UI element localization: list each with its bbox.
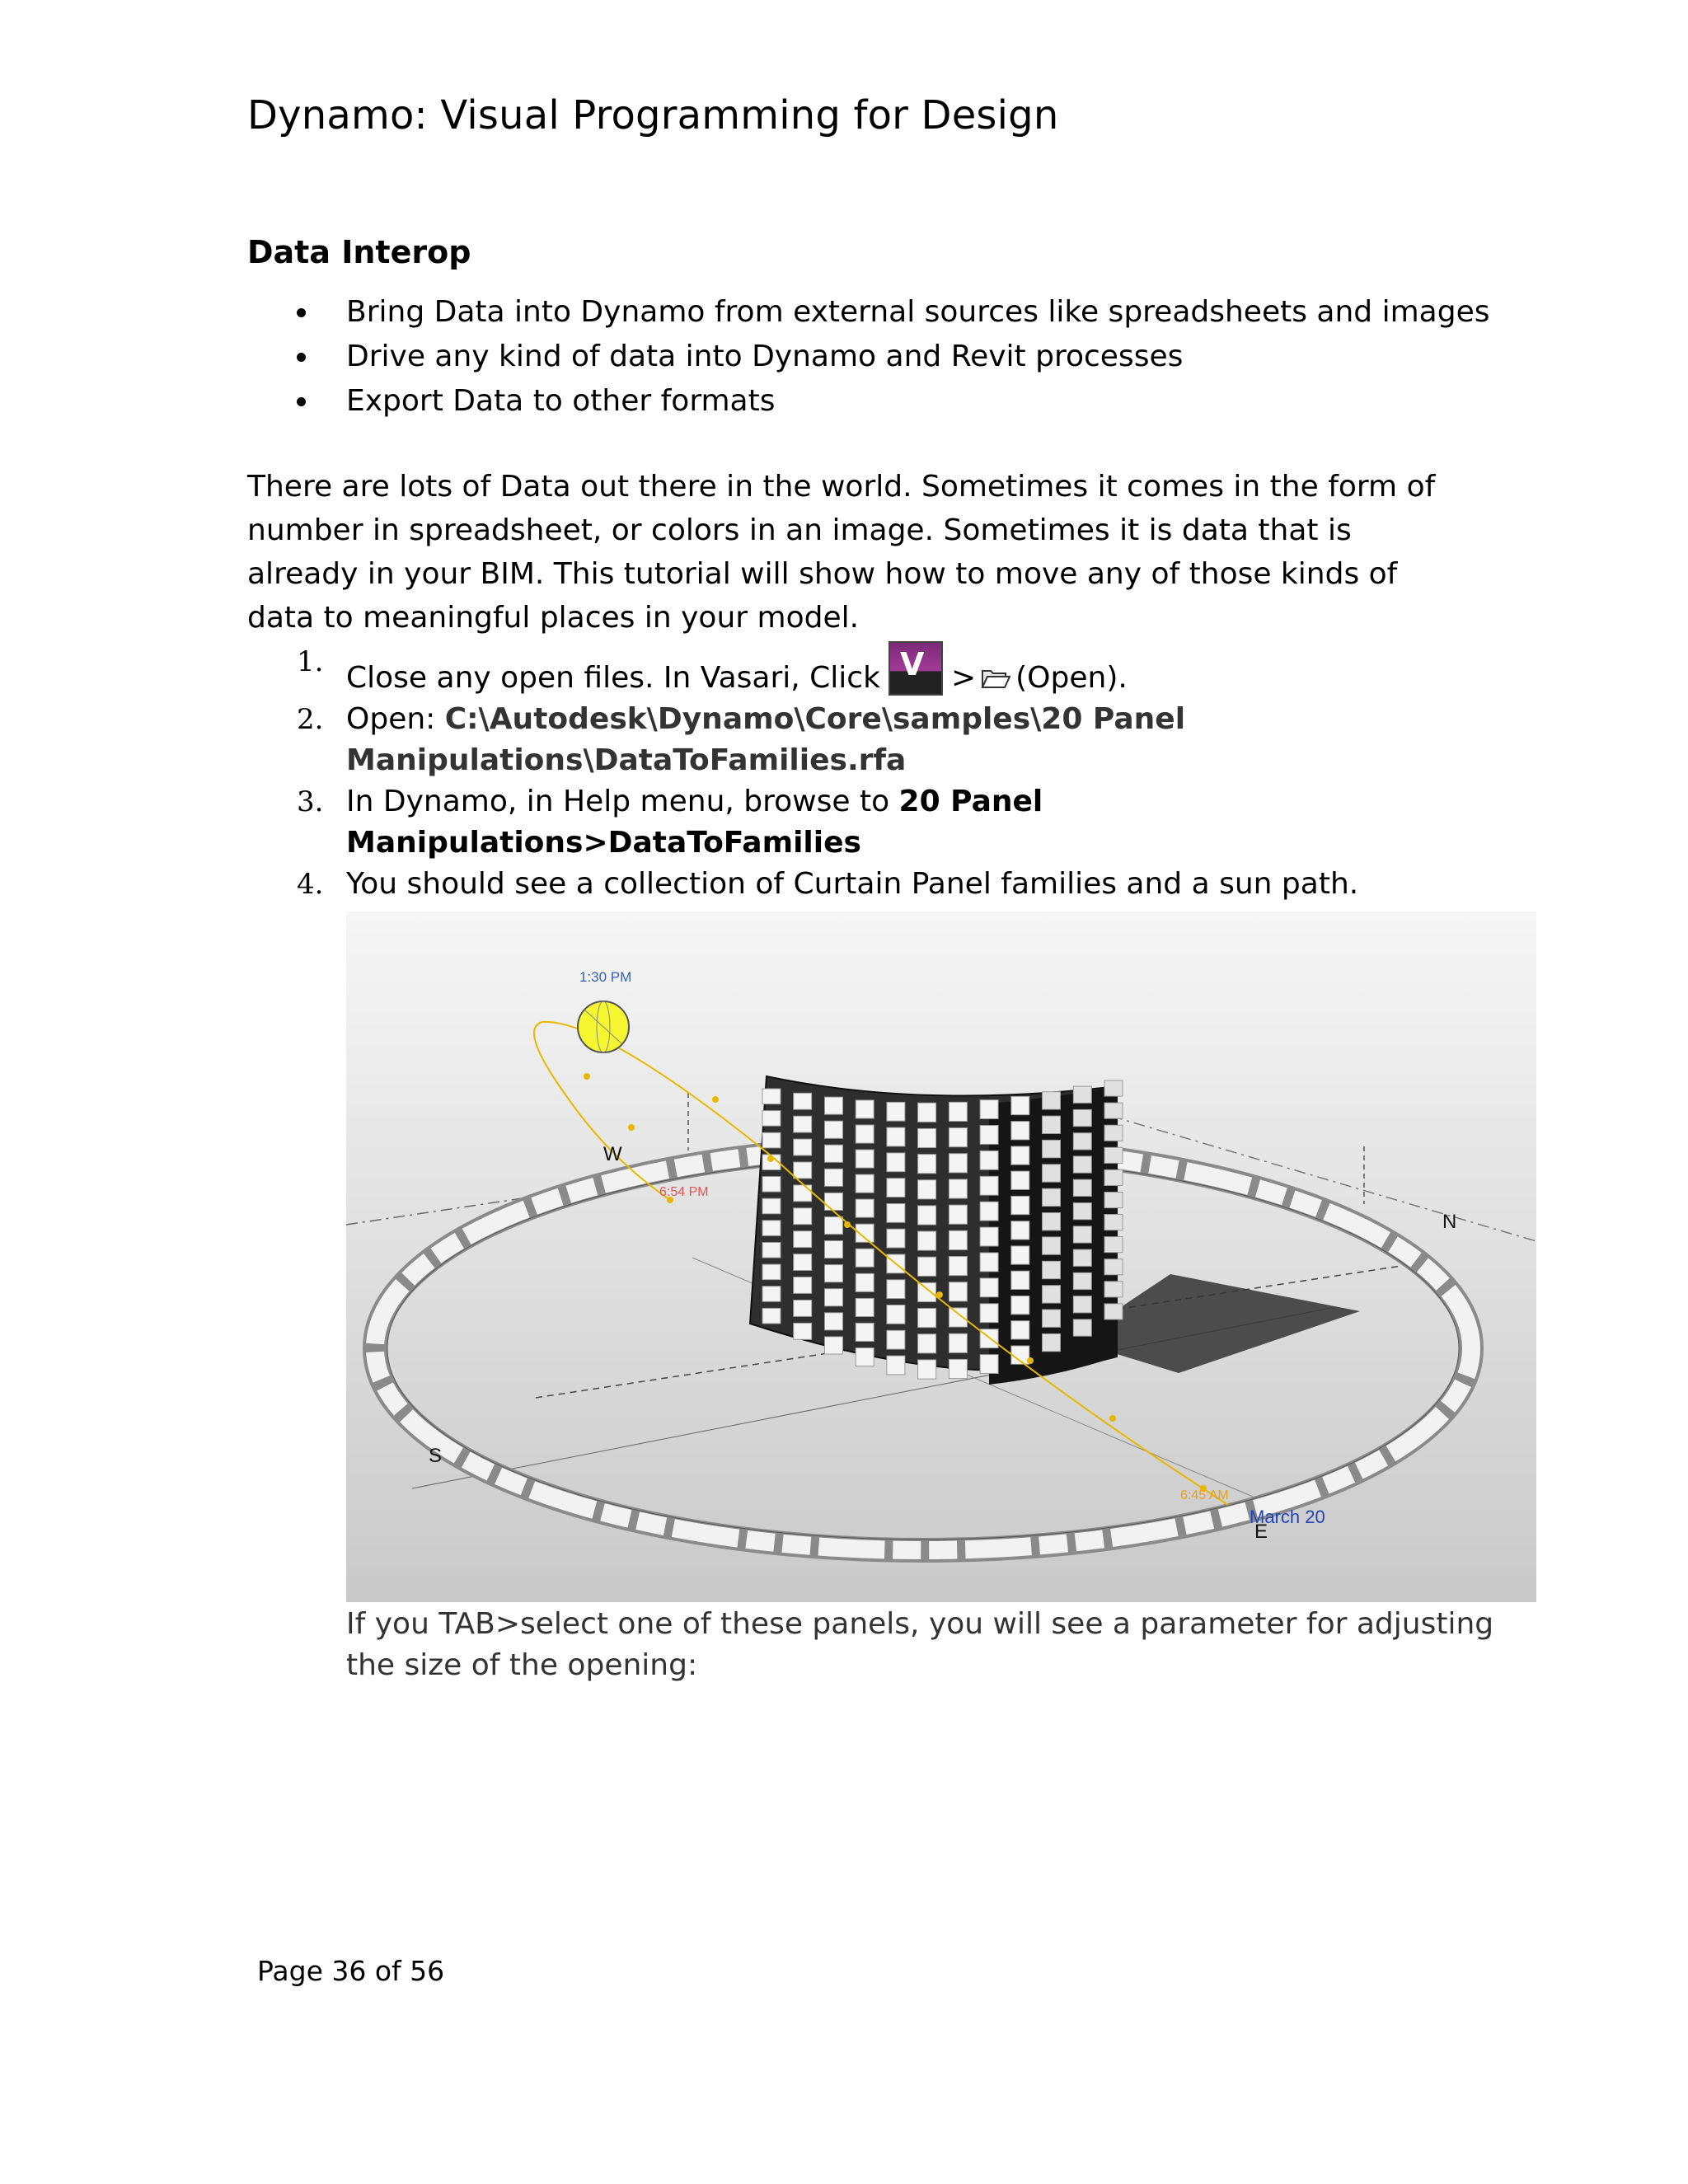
sunrise-time-label: 6:45 AM <box>1180 1488 1229 1502</box>
curtain-panel-opening <box>1011 1171 1029 1189</box>
file-path: C:\Autodesk\Dynamo\Core\samples\20 Panel Manipulations\DataToFamilies.rfa <box>346 702 1186 777</box>
curtain-panel-opening <box>918 1360 936 1379</box>
page-number: Page 36 of 56 <box>257 1955 445 1987</box>
step-text: Open: <box>346 702 445 736</box>
curtain-panel-opening <box>1073 1249 1091 1266</box>
curtain-panel-opening <box>825 1193 843 1210</box>
curtain-panel-opening <box>762 1308 781 1324</box>
curtain-panel-opening <box>825 1121 843 1138</box>
curtain-panel-opening <box>1073 1133 1091 1150</box>
curtain-panel-opening <box>949 1102 967 1121</box>
curtain-panel-opening <box>887 1102 905 1121</box>
curtain-panel-opening <box>1104 1304 1123 1319</box>
curtain-panel-opening <box>918 1103 936 1122</box>
curtain-panel-opening <box>1104 1080 1123 1096</box>
curtain-panel-opening <box>794 1185 812 1202</box>
bullet-dot <box>297 308 306 317</box>
curtain-panel-opening <box>856 1348 874 1366</box>
step-number: 1. <box>297 645 324 678</box>
compass-south-label: S <box>429 1445 443 1467</box>
step-number: 2. <box>297 703 324 736</box>
curtain-panel-opening <box>825 1217 843 1235</box>
curtain-panel-opening <box>794 1162 812 1179</box>
curtain-panel-opening <box>1011 1221 1029 1240</box>
curtain-panel-opening <box>949 1179 967 1198</box>
curtain-panel-opening <box>762 1286 781 1302</box>
curtain-panel-opening <box>762 1198 781 1214</box>
curtain-panel-opening <box>980 1176 998 1195</box>
compass-north-label: N <box>1442 1211 1457 1233</box>
bullet-dot <box>297 353 306 362</box>
curtain-panel-opening <box>794 1208 812 1225</box>
bullet-dot <box>297 397 306 406</box>
curtain-panel-opening <box>1073 1272 1091 1289</box>
curtain-panel-opening <box>1104 1193 1123 1208</box>
curtain-panel-opening <box>918 1128 936 1147</box>
curtain-panel-opening <box>762 1132 781 1148</box>
curtain-panel-opening <box>980 1278 998 1297</box>
curtain-panel-opening <box>887 1127 905 1146</box>
curtain-panel-opening <box>887 1280 905 1299</box>
curtain-panel-opening <box>794 1323 812 1339</box>
curtain-panel-opening <box>1073 1086 1091 1103</box>
curtain-panel-opening <box>1011 1321 1029 1339</box>
curtain-panel-opening <box>1104 1237 1123 1253</box>
date-label: March 20 <box>1250 1507 1325 1527</box>
curtain-panel-opening <box>918 1206 936 1225</box>
step-item <box>247 781 1484 864</box>
curtain-panel-opening <box>980 1151 998 1169</box>
curtain-panel-opening <box>949 1230 967 1249</box>
curtain-panel-opening <box>887 1229 905 1248</box>
curtain-panel-opening <box>856 1298 874 1316</box>
curtain-panel-opening <box>949 1308 967 1327</box>
curtain-panel-opening <box>1104 1103 1123 1118</box>
curtain-panel-opening <box>794 1301 812 1317</box>
step-text: (Open). <box>1015 661 1128 695</box>
curtain-panel-opening <box>1043 1092 1061 1109</box>
curtain-panel-opening <box>949 1205 967 1224</box>
curtain-panel-opening <box>1011 1096 1029 1114</box>
curtain-panel-opening <box>949 1154 967 1173</box>
curtain-panel-opening <box>1043 1188 1061 1206</box>
curtain-panel-opening <box>949 1359 967 1378</box>
curtain-panel-opening <box>887 1305 905 1324</box>
curtain-panel-opening <box>1073 1296 1091 1313</box>
bullet-list <box>247 290 1489 424</box>
step-item <box>247 864 1484 905</box>
curtain-panel-opening <box>1043 1333 1061 1351</box>
curtain-panel-opening <box>887 1204 905 1223</box>
curtain-panel-opening <box>949 1128 967 1147</box>
curtain-panel-opening <box>1011 1296 1029 1315</box>
curtain-panel-opening <box>1011 1146 1029 1165</box>
sun-time-label: 1:30 PM <box>579 969 632 985</box>
curtain-panel-opening <box>980 1202 998 1221</box>
curtain-panel-opening <box>1011 1196 1029 1214</box>
curtain-panel-opening <box>1043 1286 1061 1303</box>
curtain-panel-opening <box>762 1221 781 1236</box>
curtain-panel-opening <box>856 1150 874 1168</box>
sunset-time-label: 6:54 PM <box>659 1185 709 1199</box>
document-title: Dynamo: Visual Programming for Design <box>247 92 1059 138</box>
bullet-text: Drive any kind of data into Dynamo and Revit processes <box>346 340 1184 373</box>
sun-path-figure <box>346 912 1536 1602</box>
curtain-panel-opening <box>856 1174 874 1193</box>
curtain-panel-opening <box>856 1323 874 1341</box>
curtain-panel-opening <box>825 1313 843 1330</box>
curtain-panel-opening <box>1043 1116 1061 1133</box>
curtain-panel-opening <box>1043 1237 1061 1254</box>
step-text: Close any open files. In Vasari, Click <box>346 661 880 695</box>
step-text: You should see a collection of Curtain Panel families and a sun path. <box>346 867 1359 901</box>
step-number: 4. <box>297 868 324 901</box>
curtain-panel-opening <box>887 1153 905 1172</box>
curtain-panel-opening <box>1043 1140 1061 1157</box>
curtain-panel-opening <box>794 1093 812 1109</box>
curtain-panel-opening <box>949 1257 967 1276</box>
curtain-panel-opening <box>980 1227 998 1246</box>
sun-path-illustration <box>346 912 1536 1602</box>
curtain-panel-opening <box>1104 1215 1123 1230</box>
curtain-panel-opening <box>1104 1282 1123 1297</box>
curtain-panel-opening <box>1073 1156 1091 1173</box>
step-item <box>247 641 1484 699</box>
curtain-panel-opening <box>762 1264 781 1280</box>
curtain-panel-opening <box>980 1100 998 1119</box>
curtain-panel-opening <box>1104 1147 1123 1163</box>
curtain-panel-opening <box>794 1254 812 1271</box>
curtain-panel-opening <box>856 1125 874 1143</box>
curtain-panel-opening <box>980 1126 998 1145</box>
curtain-panel-opening <box>949 1333 967 1352</box>
curtain-panel-opening <box>1104 1259 1123 1275</box>
bullet-item <box>247 335 1489 379</box>
open-folder-icon <box>981 659 1010 681</box>
curtain-panel-opening <box>762 1111 781 1127</box>
compass-west-label: W <box>603 1143 622 1165</box>
curtain-panel-opening <box>825 1241 843 1258</box>
step-item <box>247 699 1484 781</box>
curtain-panel-opening <box>1104 1125 1123 1141</box>
bullet-text: Bring Data into Dynamo from external sources like spreadsheets and images <box>346 295 1490 329</box>
curtain-panel-opening <box>825 1169 843 1186</box>
bullet-item <box>247 379 1489 424</box>
curtain-panel-opening <box>825 1289 843 1306</box>
curtain-panel-opening <box>918 1231 936 1250</box>
curtain-panel-opening <box>762 1177 781 1193</box>
vasari-app-icon: V <box>889 641 943 696</box>
step-text: In Dynamo, in Help menu, browse to <box>346 785 899 818</box>
curtain-panel-opening <box>980 1304 998 1323</box>
curtain-panel-opening <box>856 1100 874 1118</box>
curtain-panel-opening <box>918 1180 936 1199</box>
curtain-panel-opening <box>825 1097 843 1114</box>
intro-paragraph: There are lots of Data out there in the world. Sometimes it comes in the form of number in spreadsheet, or colors in an image. Sometimes it is data that is already in your BIM. This tutorial will show how to move any of those kinds of data to meaningful places in your model. <box>247 470 1436 635</box>
curtain-panel-opening <box>1011 1271 1029 1289</box>
step-text: > <box>950 661 977 695</box>
compass-east-label: E <box>1254 1521 1268 1543</box>
bullet-text: Export Data to other formats <box>346 384 776 418</box>
bullet-item <box>247 290 1489 335</box>
curtain-panel-opening <box>887 1356 905 1375</box>
curtain-panel-opening <box>1104 1169 1123 1185</box>
curtain-panel-opening <box>794 1116 812 1132</box>
curtain-panel-opening <box>918 1334 936 1353</box>
curtain-panel-opening <box>1043 1213 1061 1230</box>
curtain-panel-opening <box>762 1089 781 1104</box>
curtain-panel-opening <box>1043 1310 1061 1327</box>
figure-caption: If you TAB>select one of these panels, you will see a parameter for adjusting the size of the opening: <box>346 1607 1494 1682</box>
curtain-panel-opening <box>1011 1246 1029 1264</box>
curtain-panel-opening <box>1011 1122 1029 1140</box>
curtain-panel-opening <box>762 1243 781 1258</box>
curtain-panel-opening <box>794 1277 812 1294</box>
steps-list <box>247 641 1484 905</box>
curtain-panel-opening <box>825 1337 843 1354</box>
curtain-panel-opening <box>918 1282 936 1301</box>
curtain-panel-opening <box>825 1145 843 1162</box>
curtain-panel-opening <box>918 1155 936 1174</box>
section-heading: Data Interop <box>247 234 471 270</box>
curtain-panel-opening <box>856 1199 874 1217</box>
curtain-panel-opening <box>825 1265 843 1282</box>
curtain-panel-opening <box>949 1282 967 1301</box>
menu-path: 20 Panel Manipulations>DataToFamilies <box>346 785 1043 860</box>
curtain-panel-opening <box>1073 1319 1091 1336</box>
curtain-panel-opening <box>794 1139 812 1155</box>
curtain-panel-opening <box>887 1179 905 1197</box>
curtain-panel-opening <box>1043 1261 1061 1278</box>
curtain-panel-opening <box>887 1330 905 1349</box>
step-number: 3. <box>297 785 324 818</box>
curtain-panel-opening <box>856 1249 874 1267</box>
curtain-panel-opening <box>1073 1109 1091 1126</box>
curtain-panel-opening <box>1043 1165 1061 1182</box>
curtain-panel-opening <box>980 1253 998 1272</box>
curtain-panel-opening <box>1073 1226 1091 1243</box>
curtain-panel-opening <box>856 1273 874 1291</box>
curtain-panel-opening <box>1073 1203 1091 1220</box>
curtain-panel-opening <box>918 1257 936 1276</box>
curtain-panel-opening <box>918 1309 936 1328</box>
curtain-panel-opening <box>1073 1179 1091 1196</box>
curtain-panel-opening <box>980 1355 998 1374</box>
curtain-panel-opening <box>794 1231 812 1248</box>
